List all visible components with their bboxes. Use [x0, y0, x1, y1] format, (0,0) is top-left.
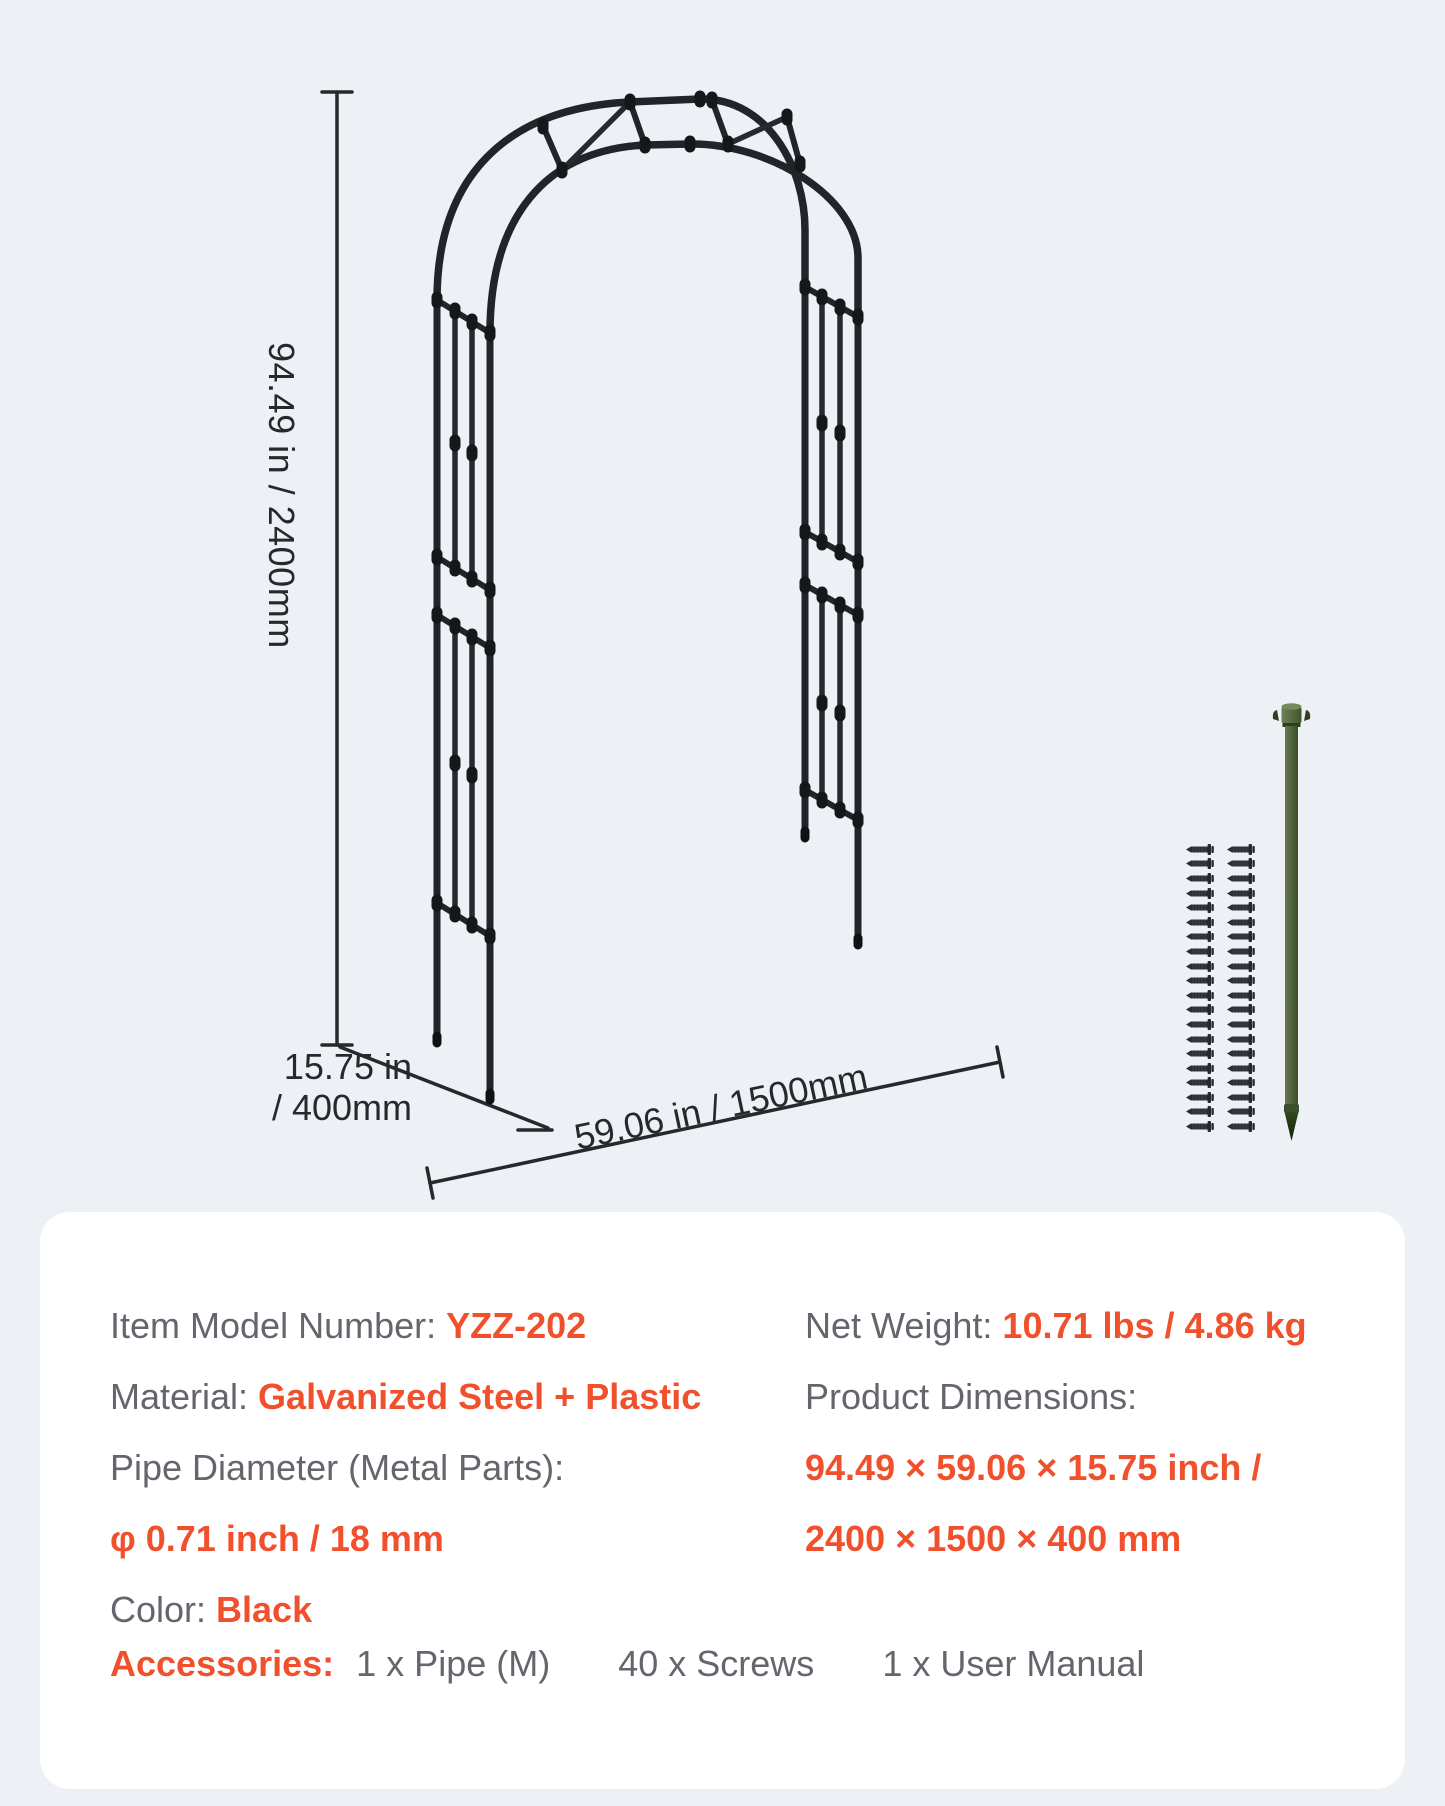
- spec-value: 2400 × 1500 × 400 mm: [805, 1518, 1182, 1559]
- screw-icon: [1184, 945, 1214, 958]
- screw-icon: [1225, 960, 1255, 973]
- screw-icon: [1225, 1033, 1255, 1046]
- height-dimension-line: [322, 92, 352, 1045]
- spec-label: Item Model Number:: [110, 1305, 447, 1346]
- pipe-connectors: [437, 96, 858, 939]
- accessory-pipe: 1 x Pipe (M): [356, 1643, 551, 1684]
- accessories-label: Accessories:: [110, 1643, 335, 1684]
- stake-hook-right: [1304, 710, 1310, 721]
- screw-icon: [1225, 916, 1255, 929]
- screw-icon: [1225, 887, 1255, 900]
- screw-icon: [1225, 1047, 1255, 1060]
- spec-color: [110, 1574, 701, 1645]
- screw-icon: [1184, 901, 1214, 914]
- screw-icon: [1184, 1062, 1214, 1075]
- screw-icon: [1225, 843, 1255, 856]
- spec-value: YZZ-202: [446, 1305, 587, 1346]
- screw-icon: [1184, 1033, 1214, 1046]
- spec-pipe-diameter-value: [110, 1503, 701, 1574]
- spec-label: Material:: [110, 1376, 259, 1417]
- screws-set: [1184, 842, 1266, 1134]
- screw-icon: [1225, 872, 1255, 885]
- depth-dimension-label: [226, 1046, 412, 1128]
- screw-icon: [1184, 1003, 1214, 1016]
- screw-icon: [1225, 1105, 1255, 1118]
- spec-net-weight: [805, 1290, 1307, 1361]
- spec-material: [110, 1361, 701, 1432]
- screw-icon: [1225, 1120, 1255, 1133]
- screw-icon: [1225, 1091, 1255, 1104]
- screw-icon: [1225, 857, 1255, 870]
- accessory-screws: 40 x Screws: [618, 1643, 815, 1684]
- screw-icon: [1184, 843, 1214, 856]
- spec-value: 10.71 lbs / 4.86 kg: [1002, 1305, 1307, 1346]
- accessories-row: [110, 1640, 1144, 1688]
- screw-icon: [1184, 1105, 1214, 1118]
- screw-icon: [1225, 989, 1255, 1002]
- screw-icon: [1184, 857, 1214, 870]
- screw-icon: [1225, 974, 1255, 987]
- width-dimension-label: 59.06 in / 1500mm: [570, 1055, 871, 1158]
- height-dimension-label: 94.49 in / 2400mm: [261, 342, 302, 649]
- spec-product-dimensions-inch: [805, 1432, 1307, 1503]
- spec-product-dimensions-mm: [805, 1503, 1307, 1574]
- spec-value: Galvanized Steel + Plastic: [258, 1376, 702, 1417]
- screw-icon: [1225, 945, 1255, 958]
- screw-icon: [1184, 872, 1214, 885]
- spec-card: [40, 1212, 1405, 1789]
- spec-column-right: [805, 1290, 1307, 1574]
- screw-icon: [1225, 901, 1255, 914]
- screw-icon: [1225, 1018, 1255, 1031]
- spec-label: Pipe Diameter (Metal Parts):: [110, 1447, 565, 1488]
- screw-icon: [1184, 1091, 1214, 1104]
- screw-icon: [1225, 930, 1255, 943]
- screw-icon: [1184, 1076, 1214, 1089]
- depth-dimension-line1: 15.75 in: [283, 1046, 412, 1087]
- screw-icon: [1184, 1018, 1214, 1031]
- pipe-stake-illustration: [1268, 698, 1314, 1143]
- spec-item-model-number: [110, 1290, 701, 1361]
- spec-value: Black: [216, 1589, 313, 1630]
- spec-label: Color:: [110, 1589, 217, 1630]
- screw-icon: [1225, 1062, 1255, 1075]
- screw-icon: [1184, 887, 1214, 900]
- spec-value: φ 0.71 inch / 18 mm: [110, 1518, 444, 1559]
- spec-column-left: [110, 1290, 701, 1645]
- stake-tip: [1285, 1112, 1299, 1141]
- screw-icon: [1184, 1120, 1214, 1133]
- garden-arch-illustration: [437, 96, 858, 1100]
- spec-label: Net Weight:: [805, 1305, 1003, 1346]
- spec-label: Product Dimensions:: [805, 1376, 1138, 1417]
- screw-icon: [1225, 1076, 1255, 1089]
- screw-icon: [1184, 1047, 1214, 1060]
- foot-caps: [437, 831, 858, 1100]
- stake-hook-left: [1273, 710, 1279, 721]
- screw-icon: [1184, 960, 1214, 973]
- spec-pipe-diameter-label: [110, 1432, 701, 1503]
- arch-drawing: [300, 60, 1060, 1200]
- screw-icon: [1184, 930, 1214, 943]
- spec-value: 94.49 × 59.06 × 15.75 inch /: [805, 1447, 1262, 1488]
- stake-body: [1285, 726, 1298, 1107]
- accessory-user-manual: 1 x User Manual: [882, 1643, 1145, 1684]
- screw-icon: [1184, 916, 1214, 929]
- spec-product-dimensions-label: [805, 1361, 1307, 1432]
- stake-flare: [1284, 1104, 1299, 1113]
- screw-icon: [1225, 1003, 1255, 1016]
- screw-icon: [1184, 989, 1214, 1002]
- screw-icon: [1184, 974, 1214, 987]
- depth-dimension-line2: / 400mm: [271, 1087, 412, 1128]
